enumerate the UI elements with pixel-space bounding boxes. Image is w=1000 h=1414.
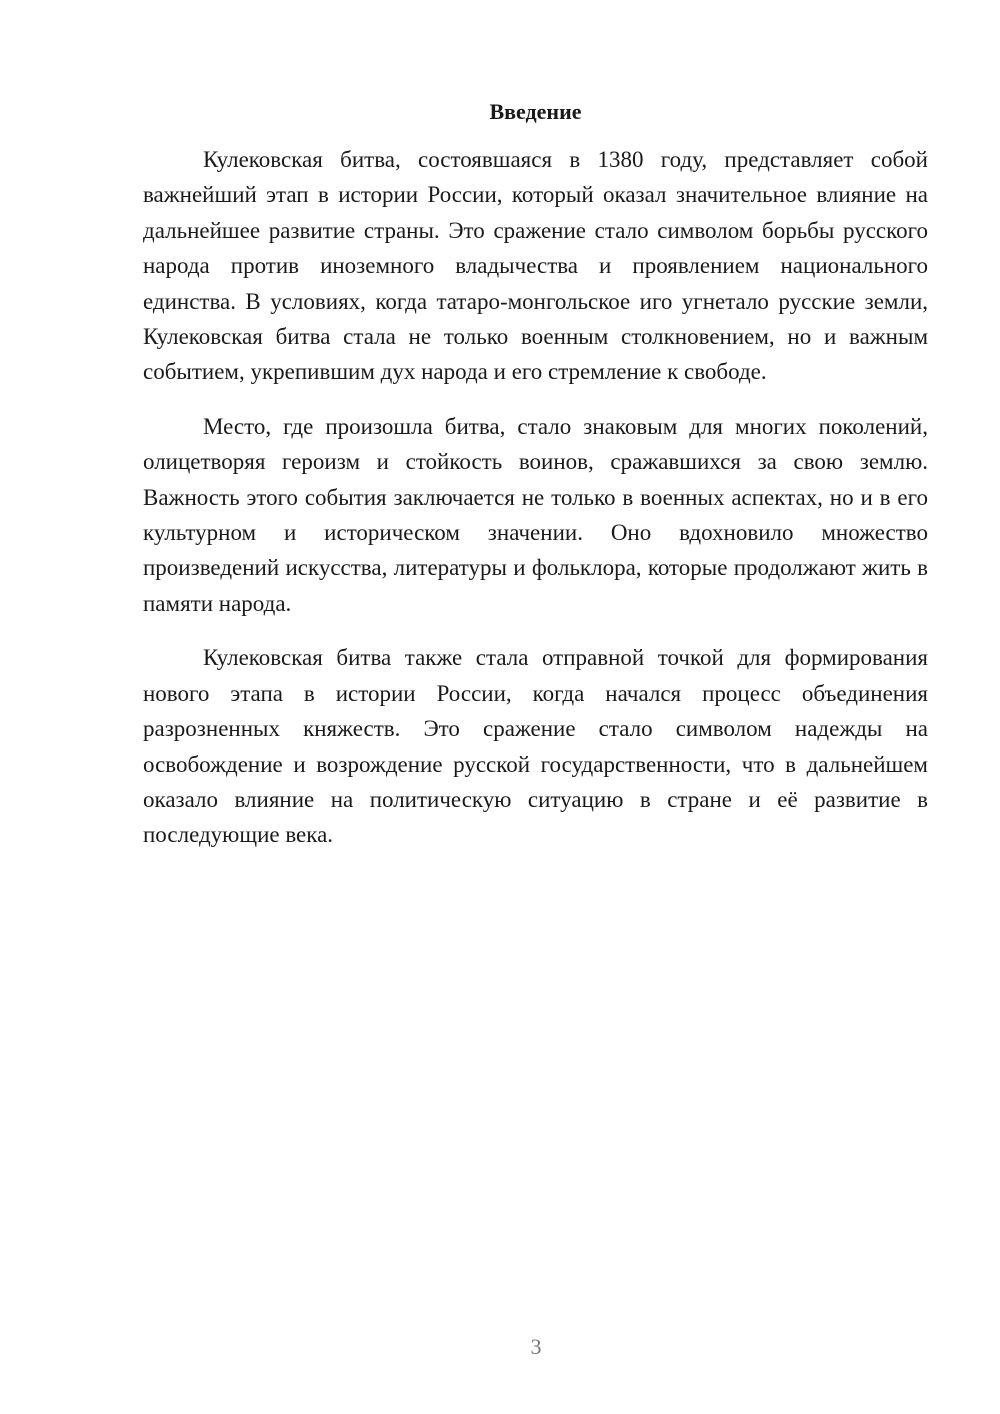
page-number: 3	[530, 1334, 542, 1359]
paragraph-1: Кулековская битва, состоявшаяся в 1380 году, представляет собой важнейший этап в истории России, который оказал значительное влияние на дальнейшее развитие страны. Это сражение стало символом борьбы русского народа против иноземного владычества и проявлением национального единства. В условиях, когда татаро-монгольское иго угнетало русские земли, Кулековская битва стала не только военным столкновением, но и важным событием, укрепившим дух народа и его стремление к свободе.	[143, 147, 928, 385]
paragraph-3: Кулековская битва также стала отправной точкой для формирования нового этапа в истории России, когда начался процесс объединения разрозненных княжеств. Это сражение стало символом надежды на освобождение и возрождение русской государственности, что в дальнейшем оказало влияние на политическую ситуацию в стране и её развитие в последующие века.	[143, 645, 928, 848]
body-text	[143, 142, 928, 872]
section-heading: Введение	[489, 99, 582, 124]
paragraph-2: Место, где произошла битва, стало знаковым для многих поколений, олицетворяя героизм и стойкость воинов, сражавшихся за свою землю. Важность этого события заключается не только в военных аспектах, но и в его культурном и историческом значении. Оно вдохновило множество произведений искусства, литературы и фольклора, которые продолжают жить в памяти народа.	[143, 413, 928, 616]
